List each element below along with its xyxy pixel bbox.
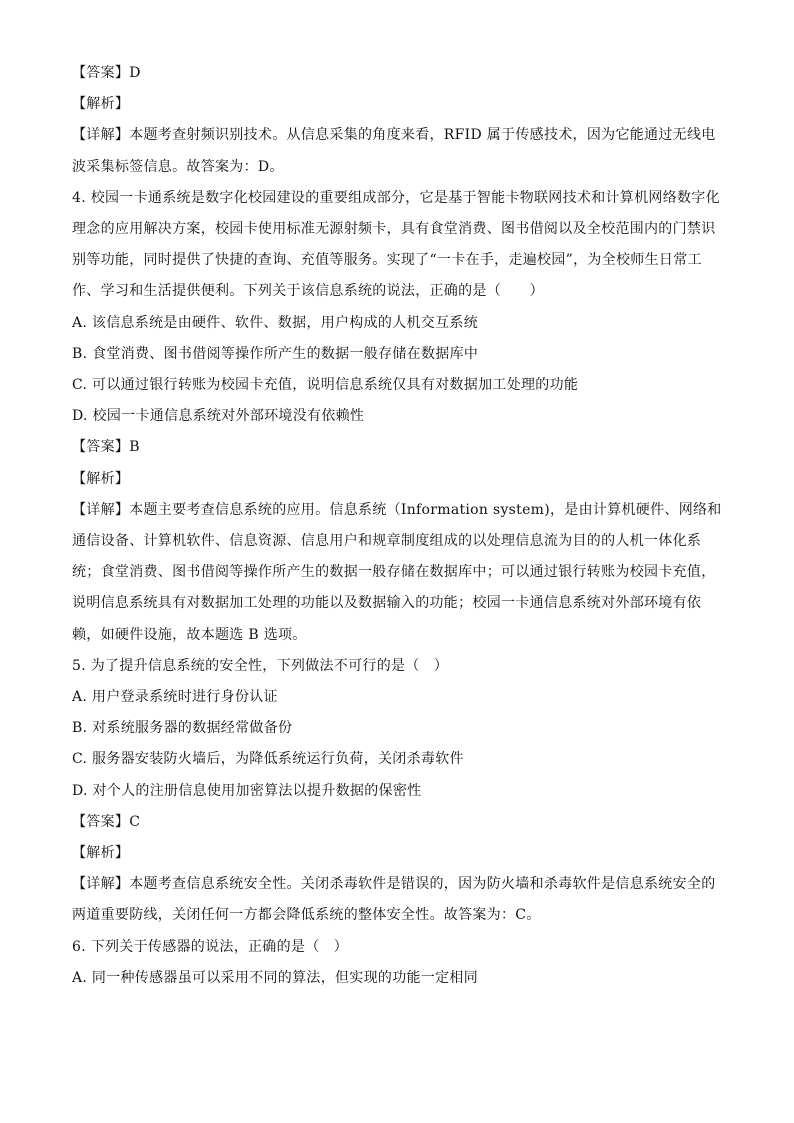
q4-detail: 【详解】本题主要考查信息系统的应用。信息系统（Information system)，是由计算机硬件、网络和通信设备、计算机软件、信息资源、信息用户和规章制度组成的以处理信息流为目的的人机一体化系统；食堂消费、图书借阅等操作所产生的数据一般存储在数据库中；可以通过银行转账为校园卡充值，说明信息系统具有对数据加工处理的功能以及数据输入的功能；校园一卡通信息系统对外部环境有依赖，如硬件设施，故本题选 B 选项。	[72, 501, 722, 643]
q5-option-c: C. 服务器安装防火墙后，为降低系统运行负荷，关闭杀毒软件	[72, 751, 464, 768]
q5-option-b: B. 对系统服务器的数据经常做备份	[72, 720, 293, 737]
q4-option-a: A. 该信息系统是由硬件、软件、数据，用户构成的人机交互系统	[72, 314, 479, 331]
q3-detail: 【详解】本题考查射频识别技术。从信息采集的角度来看，RFID 属于传感技术，因为它能通过无线电波采集标签信息。故答案为：D。	[72, 127, 716, 175]
q5-detail: 【详解】本题考查信息系统安全性。关闭杀毒软件是错误的，因为防火墙和杀毒软件是信息系统安全的两道重要防线，关闭任何一方都会降低系统的整体安全性。故答案为：C。	[72, 876, 716, 924]
q6-stem: 6. 下列关于传感器的说法，正确的是（ ）	[72, 938, 349, 955]
q4-stem: 4. 校园一卡通系统是数字化校园建设的重要组成部分，它是基于智能卡物联网技术和计算机网络数字化理念的应用解决方案，校园卡使用标准无源射频卡，具有食堂消费、图书借阅以及全校范围内的门禁识别等功能，同时提供了快捷的查询、充值等服务。实现了“一卡在手，走遍校园”，为全校师生日常工作、学习和生活提供便利。下列关于该信息系统的说法，正确的是（ ）	[72, 189, 720, 300]
q6-option-a: A. 同一种传感器虽可以采用不同的算法，但实现的功能一定相同	[72, 969, 479, 986]
q5-analysis-label: 【解析】	[72, 845, 130, 862]
q4-option-b: B. 食堂消费、图书借阅等操作所产生的数据一般存储在数据库中	[72, 345, 479, 362]
q4-option-c: C. 可以通过银行转账为校园卡充值，说明信息系统仅具有对数据加工处理的功能	[72, 377, 579, 394]
q5-stem: 5. 为了提升信息系统的安全性，下列做法不可行的是（ ）	[72, 657, 449, 674]
q4-analysis-label: 【解析】	[72, 470, 130, 487]
q4-option-d: D. 校园一卡通信息系统对外部环境没有依赖性	[72, 408, 365, 425]
document-page	[72, 58, 724, 994]
q3-analysis-label: 【解析】	[72, 96, 130, 113]
q5-option-d: D. 对个人的注册信息使用加密算法以提升数据的保密性	[72, 782, 422, 799]
q4-answer: 【答案】B	[72, 439, 140, 456]
q5-answer: 【答案】C	[72, 813, 141, 830]
q3-answer: 【答案】D	[72, 65, 141, 81]
q5-option-a: A. 用户登录系统时进行身份认证	[72, 689, 278, 706]
